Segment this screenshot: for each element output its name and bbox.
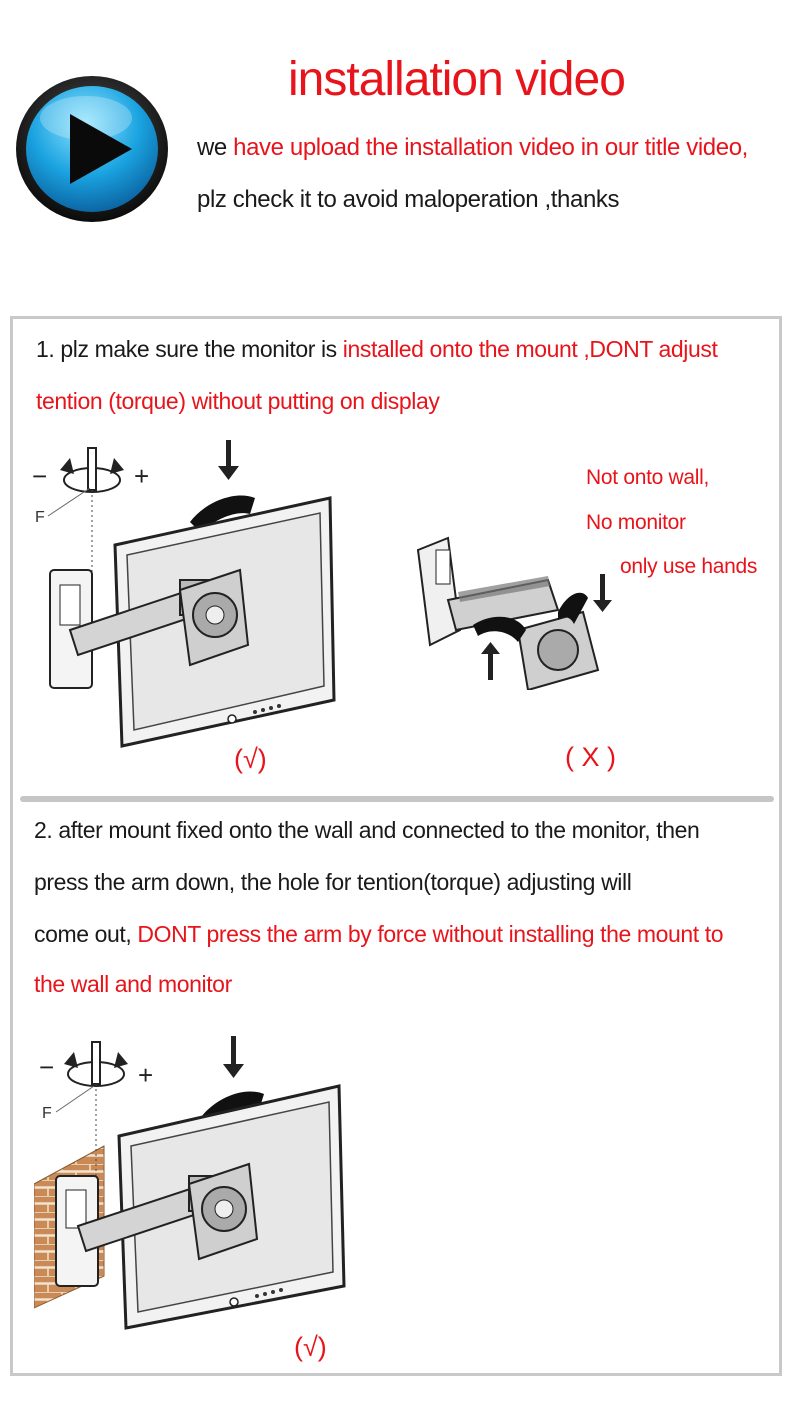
video-note-prefix: we <box>197 134 234 161</box>
wall-mounted-illustration <box>34 1036 354 1336</box>
page-title: installation video <box>288 53 625 106</box>
step2-prefix: come out, <box>34 921 138 947</box>
up-arrow-icon <box>481 642 500 680</box>
f-label: F <box>35 509 45 526</box>
correct-mark-2: (√) <box>294 1332 327 1362</box>
step2-warning: DONT press the arm by force without installing the mount to <box>137 921 724 947</box>
correct-installation-illustration <box>30 440 350 750</box>
step2-line-4: the wall and monitor <box>34 971 232 997</box>
torque-minus-label: − <box>39 1052 55 1082</box>
torque-plus-label: + <box>138 1060 154 1090</box>
step1-warning: installed onto the mount ,DONT adjust <box>342 336 718 362</box>
step1-line-2: tention (torque) without putting on display <box>36 388 440 414</box>
video-note-line-2: plz check it to avoid maloperation ,thanks <box>197 186 620 213</box>
step2-line-3 <box>34 921 723 948</box>
wrong-note-2: No monitor <box>586 511 686 534</box>
step1-line-1 <box>36 336 718 363</box>
step2-line-2: press the arm down, the hole for tention(torque) adjusting will <box>34 869 632 895</box>
section-divider <box>20 796 774 802</box>
wall-plate-icon <box>418 538 460 645</box>
wrong-mark: ( X ) <box>565 742 616 772</box>
down-arrow-icon <box>223 1036 244 1078</box>
step1-prefix: 1. plz make sure the monitor is <box>36 336 343 362</box>
torque-plus-label: + <box>134 461 150 491</box>
down-arrow-icon <box>593 574 612 612</box>
wrong-note-1: Not onto wall, <box>586 466 710 489</box>
torque-rotate-icon <box>64 1042 128 1086</box>
wrong-note-3: only use hands <box>620 555 758 578</box>
torque-rotate-icon <box>60 448 124 492</box>
vesa-plate-icon <box>518 612 598 690</box>
video-note-line-1 <box>197 134 748 162</box>
play-video-icon[interactable] <box>14 74 170 224</box>
step2-line-1: 2. after mount fixed onto the wall and connected to the monitor, then <box>34 817 700 843</box>
wrong-approach-illustration <box>398 520 628 690</box>
down-arrow-icon <box>218 440 239 480</box>
correct-mark: (√) <box>234 744 267 774</box>
f-label: F <box>42 1105 52 1122</box>
video-note-highlight: have upload the installation video in our title video, <box>233 134 748 161</box>
torque-minus-label: − <box>32 461 48 491</box>
